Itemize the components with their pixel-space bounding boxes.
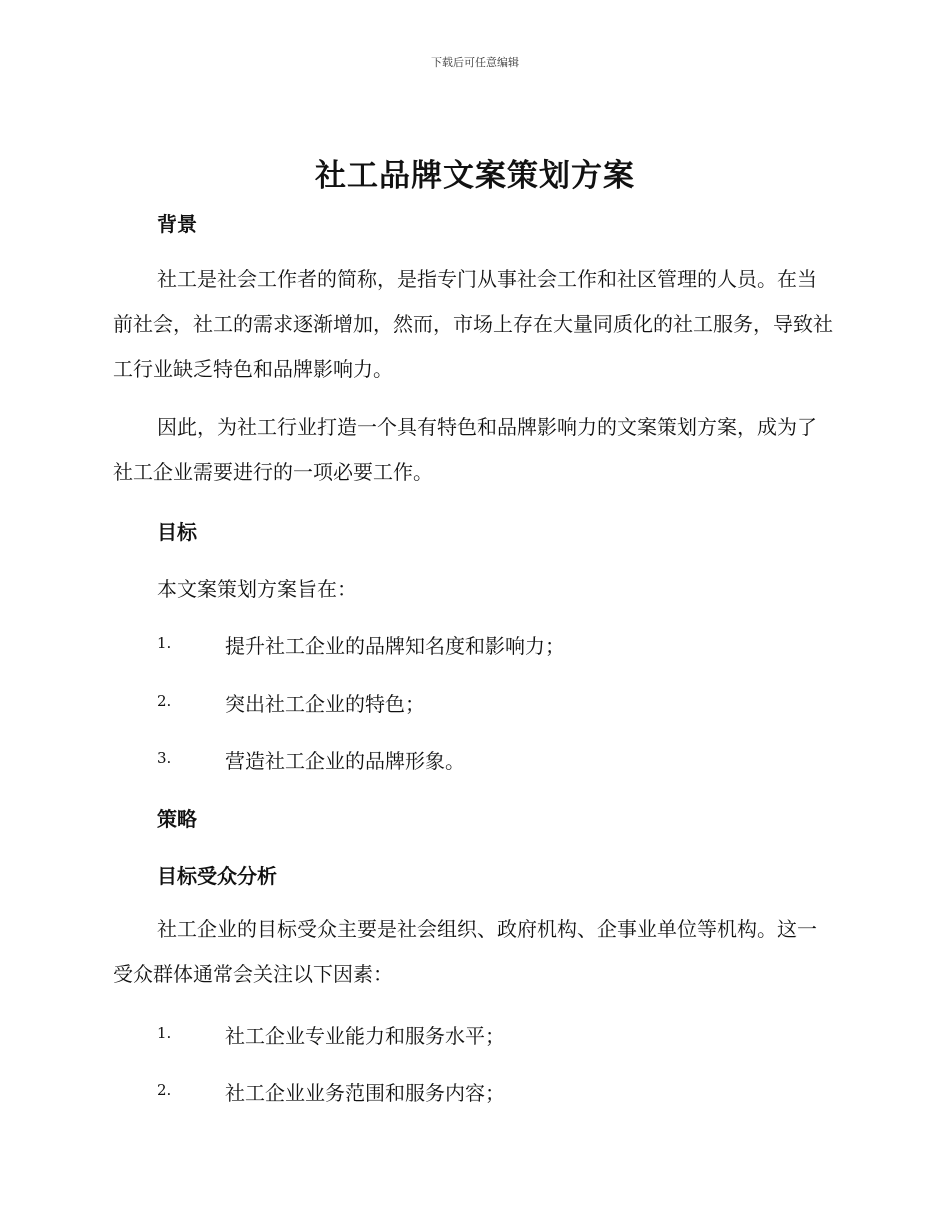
background-paragraph-2: 因此，为社工行业打造一个具有特色和品牌影响力的文案策划方案，成为了社工企业需要进行的一项必要工作。	[113, 415, 817, 484]
list-item-number: 3.	[157, 749, 172, 767]
list-item	[157, 630, 857, 658]
list-item-number: 2.	[157, 692, 172, 710]
list-item-text: 提升社工企业的品牌知名度和影响力；	[225, 634, 565, 658]
list-item	[157, 1020, 857, 1048]
subheading-audience-analysis: 目标受众分析	[157, 864, 277, 888]
section-heading-background: 背景	[157, 212, 197, 236]
list-item	[157, 688, 857, 716]
goal-intro: 本文案策划方案旨在：	[157, 577, 357, 601]
list-item-text: 社工企业业务范围和服务内容；	[225, 1081, 505, 1105]
list-item-text: 社工企业专业能力和服务水平；	[225, 1024, 505, 1048]
list-item	[157, 745, 857, 773]
audience-paragraph: 社工企业的目标受众主要是社会组织、政府机构、企事业单位等机构。这一受众群体通常会关注以下因素：	[113, 917, 817, 986]
section-heading-goal: 目标	[157, 520, 197, 544]
list-item-number: 1.	[157, 1024, 172, 1042]
list-item-text: 营造社工企业的品牌形象。	[225, 749, 465, 773]
document-title: 社工品牌文案策划方案	[315, 158, 635, 194]
list-item	[157, 1077, 857, 1105]
section-heading-strategy: 策略	[157, 807, 197, 831]
list-item-number: 1.	[157, 634, 172, 652]
list-item-number: 2.	[157, 1081, 172, 1099]
page-header-note: 下载后可任意编辑	[431, 56, 519, 69]
list-item-text: 突出社工企业的特色；	[225, 692, 425, 716]
background-paragraph-1: 社工是社会工作者的简称，是指专门从事社会工作和社区管理的人员。在当前社会，社工的需求逐渐增加，然而，市场上存在大量同质化的社工服务，导致社工行业缺乏特色和品牌影响力。	[113, 267, 833, 381]
